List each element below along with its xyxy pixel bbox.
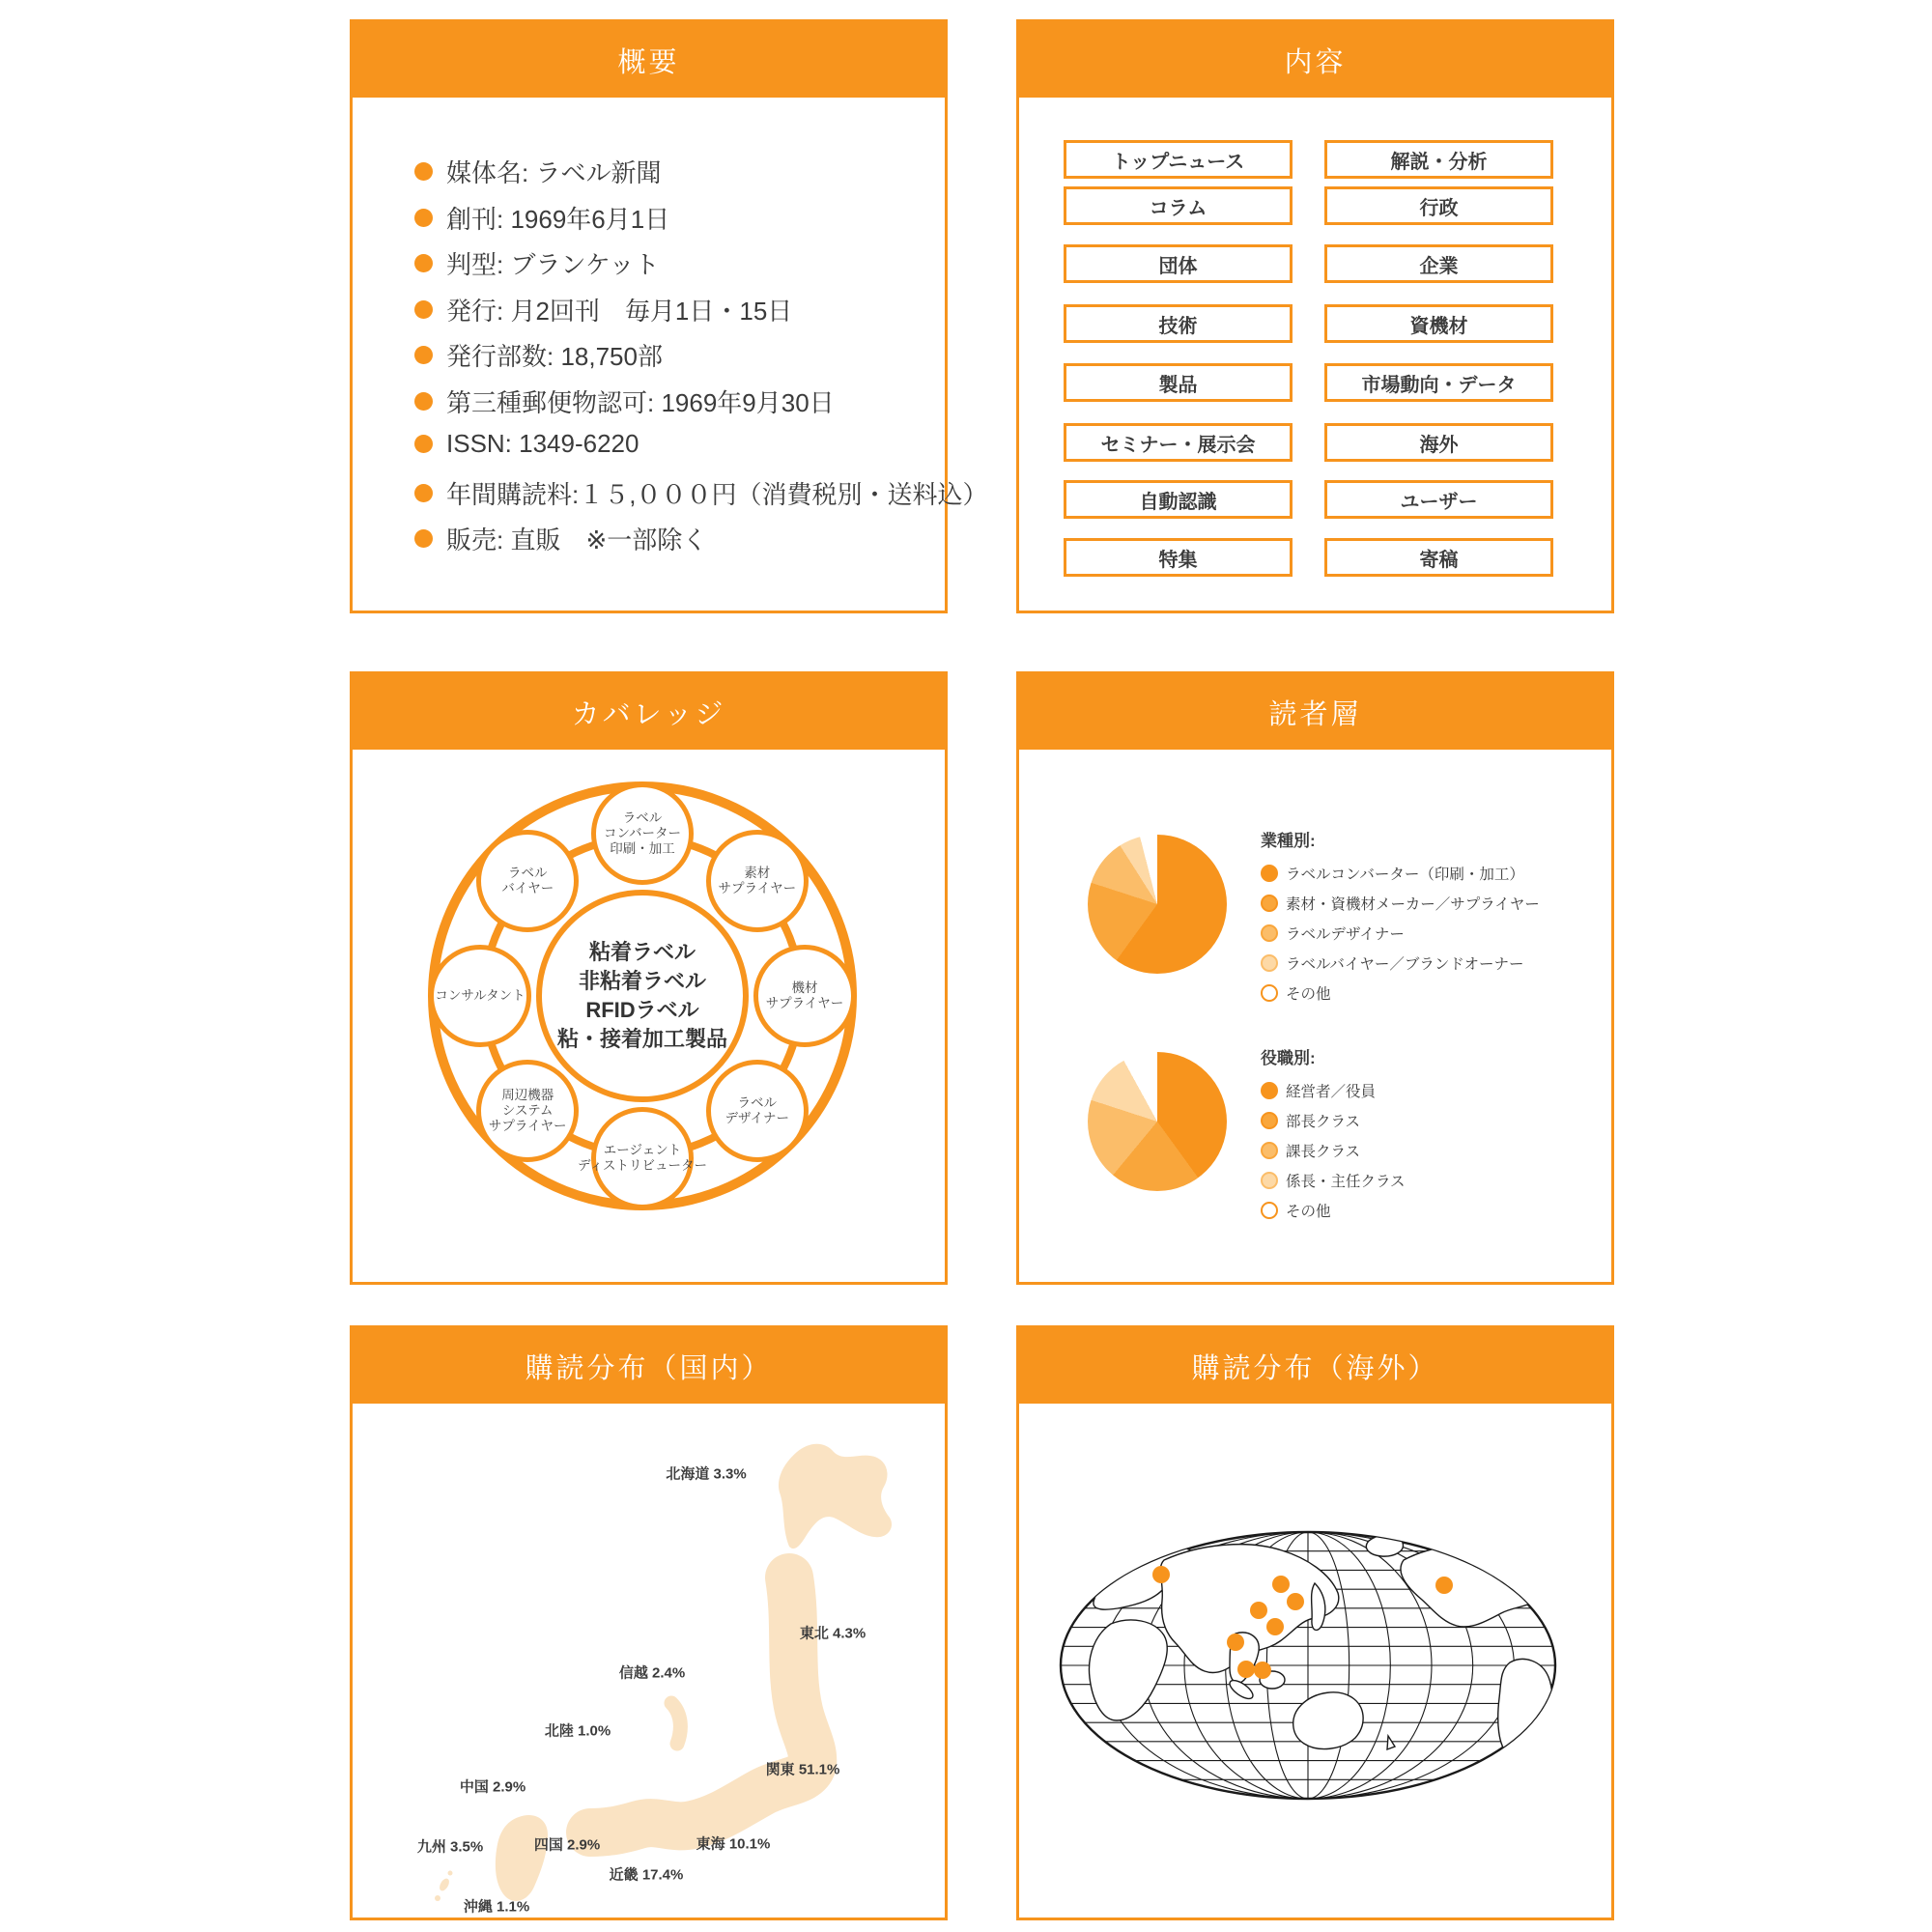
- legend-marker-icon: [1261, 1172, 1278, 1189]
- japan-region-label: 北海道 3.3%: [666, 1465, 747, 1483]
- bullet-dot-icon: [414, 162, 433, 181]
- legend-label: 素材・資機材メーカー／サプライヤー: [1286, 896, 1540, 913]
- legend-item: [1261, 863, 1524, 884]
- overview-item-text: 発行: 月2回刊 毎月1日・15日: [446, 296, 793, 326]
- subscriber-dot-icon: [1152, 1566, 1170, 1583]
- legend-label: 経営者／役員: [1286, 1084, 1377, 1100]
- bullet-dot-icon: [414, 300, 433, 319]
- overview-item-text: 媒体名: ラベル新聞: [446, 158, 662, 187]
- overview-item: [414, 154, 661, 189]
- bullet-dot-icon: [414, 392, 433, 411]
- overview-item: [414, 337, 663, 373]
- legend-label: ラベルバイヤー／ブランドオーナー: [1286, 956, 1524, 973]
- coverage-satellite-line: 周辺機器: [501, 1087, 554, 1102]
- category-box-left: 製品: [1064, 363, 1293, 402]
- coverage-satellite-line: コンサルタント: [435, 988, 526, 1003]
- category-box-right: ユーザー: [1324, 480, 1553, 519]
- overview-item: [414, 292, 792, 327]
- coverage-satellite-line: デザイナー: [724, 1110, 790, 1125]
- overview-list: [353, 98, 988, 611]
- coverage-satellite-line: 機材: [791, 980, 818, 995]
- panel-coverage-title: カバレッジ: [353, 674, 945, 750]
- japan-map-area: [353, 1404, 945, 1918]
- legend-marker-icon: [1261, 1202, 1278, 1219]
- japan-region-label: 四国 2.9%: [533, 1836, 601, 1854]
- bullet-dot-icon: [414, 484, 433, 502]
- pie-section-heading: 役職別:: [1261, 1049, 1316, 1067]
- legend-marker-icon: [1261, 865, 1278, 882]
- japan-region-label: 中国 2.9%: [459, 1778, 526, 1796]
- legend-item: [1261, 1170, 1406, 1191]
- category-box-right: 寄稿: [1324, 538, 1553, 577]
- panel-contents: [1016, 19, 1614, 613]
- japan-region-label: 北陸 1.0%: [544, 1722, 611, 1740]
- coverage-satellite: [429, 945, 531, 1047]
- coverage-satellite-line: システム: [501, 1102, 554, 1118]
- pie-chart: [1088, 835, 1227, 974]
- overview-item-text: 販売: 直販 ※一部除く: [446, 526, 708, 554]
- category-box-left: 団体: [1064, 244, 1293, 283]
- coverage-satellite: [591, 782, 694, 885]
- coverage-satellite: [476, 1060, 579, 1162]
- coverage-satellite: [476, 830, 579, 932]
- panel-readership-title: 読者層: [1019, 674, 1611, 750]
- overview-item-text: 第三種郵便物認可: 1969年9月30日: [446, 387, 835, 417]
- bullet-dot-icon: [414, 254, 433, 272]
- coverage-center-line: RFIDラベル: [585, 998, 699, 1022]
- panel-overview: [350, 19, 988, 613]
- legend-marker-icon: [1261, 954, 1278, 972]
- overview-item: [414, 521, 707, 556]
- bullet-dot-icon: [414, 529, 433, 548]
- coverage-satellite-line: サプライヤー: [765, 996, 844, 1010]
- world-map-area: [1019, 1404, 1611, 1918]
- bullet-dot-icon: [414, 435, 433, 453]
- coverage-satellite-line: 印刷・加工: [610, 841, 675, 856]
- legend-marker-icon: [1261, 1142, 1278, 1159]
- overview-item: [414, 200, 669, 236]
- overview-item-text: 発行部数: 18,750部: [446, 342, 663, 371]
- legend-label: ラベルコンバーター（印刷・加工）: [1286, 867, 1524, 883]
- overview-item-text: 創刊: 1969年6月1日: [446, 204, 670, 234]
- coverage-center-line: 非粘着ラベル: [578, 969, 706, 993]
- panel-world-title: 購読分布（海外）: [1019, 1328, 1611, 1404]
- subscriber-dot-icon: [1287, 1593, 1304, 1610]
- legend-item: [1261, 1110, 1360, 1131]
- legend-label: ラベルデザイナー: [1286, 926, 1405, 943]
- contents-grid: [1019, 98, 1611, 611]
- bullet-dot-icon: [414, 209, 433, 227]
- overview-item: [414, 245, 660, 281]
- readership-charts: [1019, 750, 1611, 1282]
- category-box-left: トップニュース: [1064, 140, 1293, 179]
- subscriber-dot-icon: [1254, 1662, 1271, 1679]
- overview-item: [414, 429, 639, 459]
- panel-japan-distribution: [350, 1325, 948, 1920]
- coverage-satellite-line: エージェント: [603, 1143, 682, 1157]
- category-box-left: 技術: [1064, 304, 1293, 343]
- pie-chart: [1088, 1052, 1227, 1191]
- panel-overview-title: 概要: [353, 22, 945, 98]
- category-box-right: 資機材: [1324, 304, 1553, 343]
- panel-contents-title: 内容: [1019, 22, 1611, 98]
- category-box-right: 市場動向・データ: [1324, 363, 1553, 402]
- overview-item-text: 判型: ブランケット: [446, 250, 660, 279]
- panel-japan-title: 購読分布（国内）: [353, 1328, 945, 1404]
- overview-item-text: 年間購読料:１５,０００円（消費税別・送料込）: [446, 479, 988, 509]
- legend-item: [1261, 923, 1405, 944]
- overview-item-text: ISSN: 1349-6220: [446, 429, 639, 458]
- coverage-satellite-line: サプライヤー: [488, 1118, 567, 1133]
- legend-label: その他: [1286, 986, 1331, 1003]
- legend-marker-icon: [1261, 1082, 1278, 1099]
- coverage-center-circle: [536, 890, 749, 1102]
- legend-label: 課長クラス: [1286, 1144, 1361, 1160]
- coverage-satellite: [578, 1107, 707, 1209]
- subscriber-dot-icon: [1237, 1661, 1255, 1678]
- coverage-satellite: [753, 945, 856, 1047]
- panel-world-distribution: [1016, 1325, 1614, 1920]
- legend-item: [1261, 1140, 1360, 1161]
- coverage-satellite-line: ラベル: [622, 810, 663, 825]
- coverage-satellite: [706, 1060, 809, 1162]
- subscriber-dot-icon: [1250, 1602, 1267, 1619]
- japan-region-label: 信越 2.4%: [618, 1664, 686, 1682]
- coverage-satellite-line: バイヤー: [501, 881, 554, 896]
- category-box-right: 解説・分析: [1324, 140, 1553, 179]
- overview-item: [414, 384, 835, 419]
- category-box-right: 企業: [1324, 244, 1553, 283]
- legend-item: [1261, 1200, 1331, 1221]
- overview-item: [414, 475, 987, 511]
- legend-marker-icon: [1261, 924, 1278, 942]
- japan-region-label: 九州 3.5%: [416, 1838, 484, 1856]
- legend-label: 係長・主任クラス: [1286, 1174, 1406, 1190]
- coverage-center-line: 粘・接着加工製品: [556, 1027, 727, 1051]
- coverage-satellite-line: 素材: [744, 866, 771, 881]
- coverage-satellite-line: ラベル: [507, 866, 548, 881]
- coverage-satellite-line: サプライヤー: [718, 881, 797, 896]
- japan-region-label: 東北 4.3%: [799, 1625, 867, 1642]
- category-box-left: 特集: [1064, 538, 1293, 577]
- coverage-satellite-line: ディストリビューター: [578, 1158, 707, 1173]
- subscriber-dot-icon: [1272, 1576, 1290, 1593]
- category-box-left: 自動認識: [1064, 480, 1293, 519]
- category-box-right: 行政: [1324, 186, 1553, 225]
- world-map: [1019, 1404, 1611, 1917]
- legend-item: [1261, 982, 1331, 1004]
- bullet-dot-icon: [414, 346, 433, 364]
- legend-marker-icon: [1261, 895, 1278, 912]
- category-box-left: コラム: [1064, 186, 1293, 225]
- category-box-right: 海外: [1324, 423, 1553, 462]
- legend-item: [1261, 952, 1523, 974]
- panel-coverage: [350, 671, 948, 1285]
- coverage-satellite: [706, 830, 809, 932]
- legend-label: 部長クラス: [1286, 1114, 1361, 1130]
- coverage-diagram: [353, 750, 945, 1282]
- legend-item: [1261, 893, 1540, 914]
- japan-region-label: 近畿 17.4%: [609, 1866, 684, 1884]
- panel-readership: [1016, 671, 1614, 1285]
- coverage-center-line: 粘着ラベル: [588, 940, 696, 964]
- continent-south-america: [1498, 1659, 1552, 1756]
- japan-region-label: 関東 51.1%: [765, 1761, 840, 1778]
- subscriber-dot-icon: [1435, 1577, 1453, 1594]
- legend-item: [1261, 1080, 1376, 1101]
- legend-marker-icon: [1261, 984, 1278, 1002]
- pie-section-heading: 業種別:: [1261, 832, 1316, 850]
- subscriber-dot-icon: [1266, 1618, 1284, 1635]
- japan-region-label: 東海 10.1%: [696, 1835, 771, 1853]
- coverage-satellite-line: ラベル: [737, 1094, 778, 1110]
- coverage-satellite-line: コンバーター: [603, 826, 682, 840]
- category-box-left: セミナー・展示会: [1064, 423, 1293, 462]
- legend-label: その他: [1286, 1204, 1331, 1220]
- subscriber-dot-icon: [1227, 1634, 1244, 1651]
- japan-region-label: 沖縄 1.1%: [463, 1898, 530, 1916]
- legend-marker-icon: [1261, 1112, 1278, 1129]
